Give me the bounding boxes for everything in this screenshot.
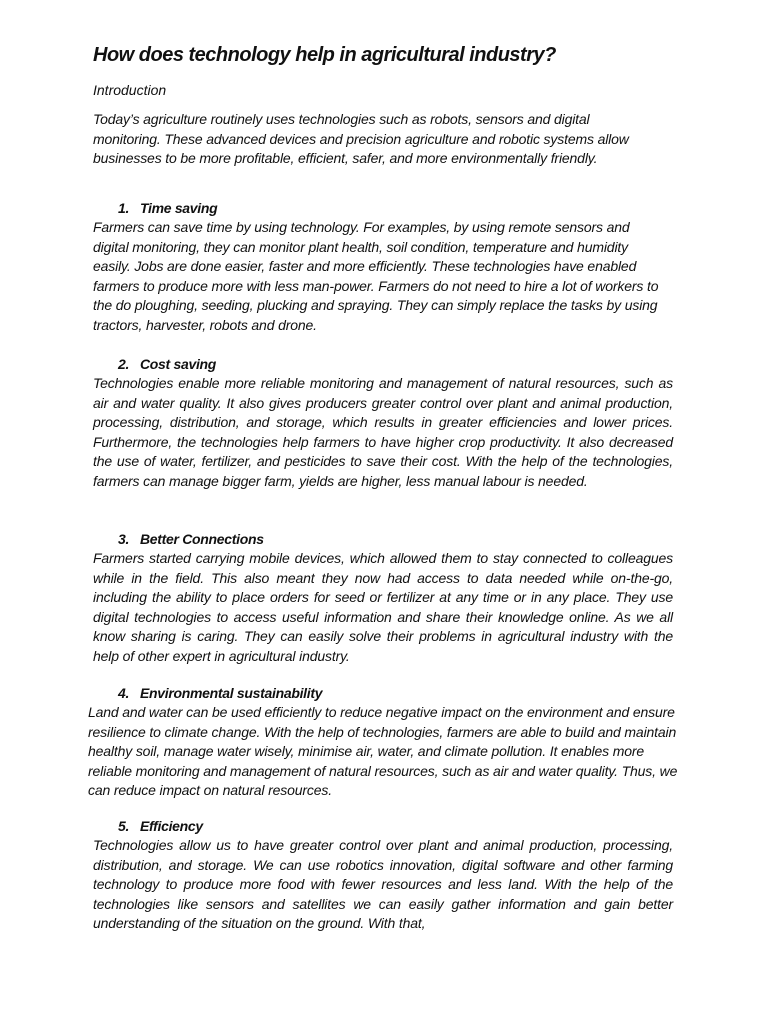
- section-heading-better-connections: [118, 531, 264, 547]
- section-body-time-saving: Farmers can save time by using technology. For examples, by using remote sensors and digital monitoring, they can monitor plant health, soil condition, temperature and humidity easily. Jobs are done easier, faster and more efficiently. These technologies have enabled farmers to produce more with less man-power. Farmers do not need to hire a lot of workers to the do ploughing, seeding, plucking and spraying. They can simply replace the tasks by using tractors, harvester, robots and drone.: [93, 219, 659, 333]
- section-body-better-connections: Farmers started carrying mobile devices, which allowed them to stay connected to colleagues while in the field. This also meant they now had access to data needed while on-the-go, including the ability to place orders for seed or fertilizer at any time or in any place. They use digital technologies to access useful information and share their knowledge online. As we all know sharing is caring. They can easily solve their problems in agricultural industry with the help of other expert in agricultural industry.: [93, 550, 673, 664]
- section-number: 1.: [118, 200, 130, 216]
- intro-paragraph: Today’s agriculture routinely uses technologies such as robots, sensors and digital monitoring. These advanced devices and precision agriculture and robotic systems allow businesses to be more profitable, efficient, safer, and more environmentally friendly.: [93, 111, 629, 167]
- intro-label: Introduction: [93, 82, 167, 98]
- section-title: Efficiency: [140, 818, 203, 834]
- section-title: Cost saving: [140, 356, 217, 372]
- document-title: How does technology help in agricultural industry?: [93, 44, 556, 66]
- section-title: Environmental sustainability: [140, 685, 323, 701]
- section-number: 2.: [118, 356, 130, 372]
- section-number: 5.: [118, 818, 130, 834]
- section-heading-time-saving: [118, 200, 217, 216]
- section-number: 4.: [118, 685, 130, 701]
- section-body-cost-saving: Technologies enable more reliable monitoring and management of natural resources, such as air and water quality. It also gives producers greater control over plant and animal production, processing, distribution, and storage, which results in greater efficiencies and lower prices. Furthermore, the technologies help farmers to have higher crop productivity. It also decreased the use of water, fertilizer, and pesticides to save their cost. With the help of the technologies, farmers can manage bigger farm, yields are higher, less manual labour is needed.: [93, 375, 673, 489]
- section-heading-cost-saving: [118, 356, 216, 372]
- section-heading-environmental-sustainability: [118, 685, 322, 701]
- section-body-environmental-sustainability: Land and water can be used efficiently to reduce negative impact on the environment and ensure resilience to climate change. With the help of technologies, farmers are able to build and maintain healthy soil, manage water wisely, minimise air, water, and climate pollution. It enables more reliable monitoring and management of natural resources, such as air and water quality. Thus, we can reduce impact on natural resources.: [88, 704, 678, 799]
- section-title: Time saving: [140, 200, 218, 216]
- section-body-efficiency: Technologies allow us to have greater control over plant and animal production, processing, distribution, and storage. We can use robotics innovation, digital software and other farming technology to produce more food with fewer resources and less land. With the help of the technologies like sensors and satellites we can easily gather information and gain better understanding of the situation on the ground. With that,: [93, 837, 673, 932]
- section-number: 3.: [118, 531, 130, 547]
- section-title: Better Connections: [140, 531, 264, 547]
- section-heading-efficiency: [118, 818, 203, 834]
